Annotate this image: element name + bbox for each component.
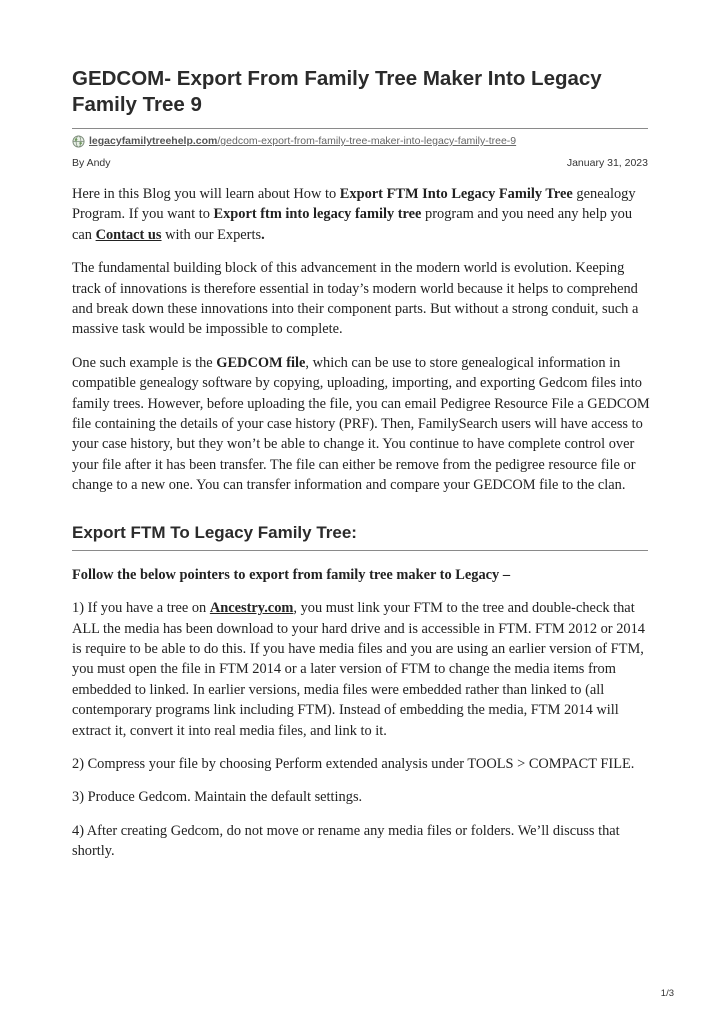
source-path[interactable]: /gedcom-export-from-family-tree-maker-into-legacy-family-tree-9: [217, 135, 517, 147]
intro-text-3: program and you need any help you can: [72, 206, 633, 243]
step1-text-1: 1) If you have a tree on: [72, 600, 210, 617]
contact-us-link[interactable]: Contact us: [95, 226, 162, 243]
gedcom-file-bold: GEDCOM file: [216, 354, 306, 371]
globe-icon: [72, 135, 85, 148]
intro-text-1: Here in this Blog you will learn about How to: [72, 186, 340, 202]
intro-bold-3: .: [261, 226, 265, 243]
post-date: January 31, 2023: [566, 157, 648, 169]
title-divider: [72, 128, 648, 129]
post-meta: [72, 156, 648, 170]
ancestry-link[interactable]: Ancestry.com: [209, 600, 294, 617]
page-title: GEDCOM- Export From Family Tree Maker Into Legacy Family Tree 9: [72, 67, 602, 116]
para3-text-2: , which can be use to store genealogical information in compatible genealogy software by copying, uploading, importing, and exporting Gedcom files into family trees. However, before uploading the file, you can email Pedigree Resource File a GEDCOM file containing the details of your case history (PRF). Then, FamilySearch users will have access to your case history, but they won’t be able to change it. You continue to have complete control over your file after it has been transfer. The file can either be remove from the pedigree resource file or change to a new one. You can transfer information and compare your GEDCOM file to the clan.: [72, 354, 650, 494]
source-domain[interactable]: legacyfamilytreehelp.com: [89, 135, 218, 147]
author: By Andy: [72, 157, 111, 169]
pointers-heading: [72, 565, 652, 585]
para3-text-1: One such example is the: [72, 354, 217, 371]
intro-text-4: with our Experts: [161, 226, 262, 243]
step-4: 4) After creating Gedcom, do not move or rename any media files or folders. We’ll discuss that shortly.: [72, 822, 620, 860]
pointers-heading-text: Follow the below pointers to export from family tree maker to Legacy –: [72, 566, 511, 583]
intro-text-2: genealogy Program. If you want to: [72, 186, 636, 223]
source-link[interactable]: [72, 133, 648, 149]
page-number: 1/3: [660, 988, 674, 999]
section-heading: Export FTM To Legacy Family Tree:: [72, 522, 357, 542]
step-2: 2) Compress your file by choosing Perform extended analysis under TOOLS > COMPACT FILE.: [72, 755, 635, 772]
step-3: 3) Produce Gedcom. Maintain the default settings.: [72, 789, 363, 806]
intro-paragraph: [72, 184, 652, 245]
paragraph-2: The fundamental building block of this advancement in the modern world is evolution. Keeping track of innovations is therefore essential in today’s modern world because it helps to comprehend and break down these innovations into their component parts. But without a strong conduit, such a massive task would be impossible to complete.: [72, 260, 639, 338]
step1-text-2: , you must link your FTM to the tree and double-check that ALL the media has been download to your hard drive and is accessible in FTM. FTM 2012 or 2014 is require to be able to do this. If you have media files and you are using an earlier version of FTM, you must open the file in FTM 2014 or a later version of FTM to change the media items from embedded to linked. In earlier versions, media files were embedded rather than linked to (all contemporary programs link including FTM). Instead of embedding the media, FTM 2014 will extract it, convert it into real media files, and link to it.: [72, 600, 645, 739]
intro-bold-2: Export ftm into legacy family tree: [213, 206, 422, 223]
article-body: [72, 184, 652, 875]
section-divider: [72, 550, 648, 551]
paragraph-3: [72, 353, 652, 496]
intro-bold-1: Export FTM Into Legacy Family Tree: [339, 186, 573, 202]
step-1: [72, 598, 652, 741]
